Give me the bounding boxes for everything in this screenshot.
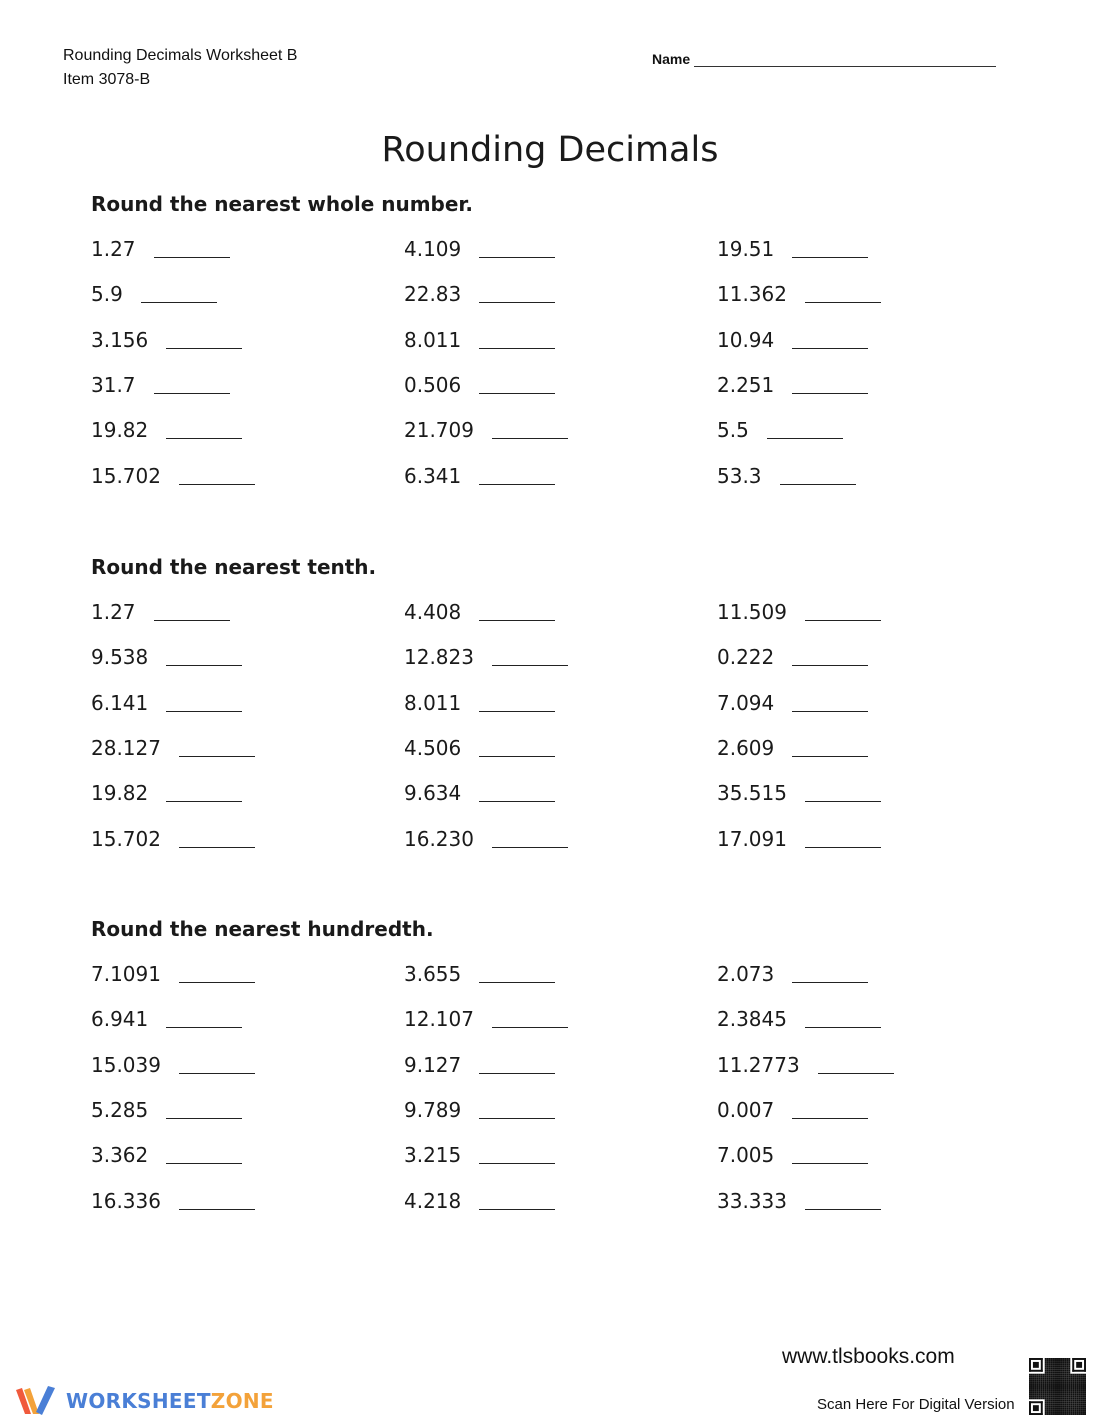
problem-number: 33.333 bbox=[717, 1189, 787, 1213]
problem-number: 9.634 bbox=[404, 781, 462, 805]
problem-item bbox=[404, 1007, 568, 1031]
answer-blank[interactable] bbox=[479, 1163, 555, 1164]
problem-number: 9.127 bbox=[404, 1053, 462, 1077]
problem-number: 2.251 bbox=[717, 373, 775, 397]
problem-number: 12.823 bbox=[404, 645, 474, 669]
problem-number: 5.5 bbox=[717, 418, 749, 442]
problem-number: 9.538 bbox=[91, 645, 149, 669]
website-url[interactable]: www.tlsbooks.com bbox=[782, 1345, 955, 1368]
problem-item bbox=[717, 827, 881, 851]
problem-number: 11.2773 bbox=[717, 1053, 800, 1077]
problem-item bbox=[717, 1053, 894, 1077]
problem-number: 5.285 bbox=[91, 1098, 149, 1122]
problem-item bbox=[91, 1098, 242, 1122]
answer-blank[interactable] bbox=[805, 302, 881, 303]
answer-blank[interactable] bbox=[179, 847, 255, 848]
problem-number: 16.336 bbox=[91, 1189, 161, 1213]
answer-blank[interactable] bbox=[166, 438, 242, 439]
problem-item bbox=[91, 962, 255, 986]
answer-blank[interactable] bbox=[479, 711, 555, 712]
answer-blank[interactable] bbox=[166, 1027, 242, 1028]
problem-number: 8.011 bbox=[404, 328, 462, 352]
problem-number: 9.789 bbox=[404, 1098, 462, 1122]
answer-blank[interactable] bbox=[479, 1209, 555, 1210]
problem-number: 22.83 bbox=[404, 282, 462, 306]
problem-item bbox=[91, 736, 255, 760]
problem-item bbox=[717, 1189, 881, 1213]
problem-number: 3.215 bbox=[404, 1143, 462, 1167]
problem-number: 2.073 bbox=[717, 962, 775, 986]
problem-item bbox=[91, 328, 242, 352]
answer-blank[interactable] bbox=[792, 982, 868, 983]
answer-blank[interactable] bbox=[492, 847, 568, 848]
problem-number: 4.506 bbox=[404, 736, 462, 760]
problem-item bbox=[404, 827, 568, 851]
answer-blank[interactable] bbox=[818, 1073, 894, 1074]
problem-item bbox=[404, 237, 555, 261]
brand-name-part-1: WORKSHEET bbox=[66, 1389, 211, 1413]
problem-item bbox=[404, 1053, 555, 1077]
problem-number: 15.702 bbox=[91, 827, 161, 851]
problem-item bbox=[404, 781, 555, 805]
problem-number: 15.039 bbox=[91, 1053, 161, 1077]
worksheet-header bbox=[63, 44, 297, 92]
answer-blank[interactable] bbox=[792, 665, 868, 666]
answer-blank[interactable] bbox=[154, 393, 230, 394]
answer-blank[interactable] bbox=[805, 801, 881, 802]
problem-item bbox=[91, 1189, 255, 1213]
answer-blank[interactable] bbox=[141, 302, 217, 303]
answer-blank[interactable] bbox=[479, 257, 555, 258]
problem-item bbox=[404, 962, 555, 986]
problem-item bbox=[91, 373, 230, 397]
problem-number: 4.408 bbox=[404, 600, 462, 624]
problem-item bbox=[404, 373, 555, 397]
answer-blank[interactable] bbox=[166, 1163, 242, 1164]
problem-item bbox=[404, 691, 555, 715]
answer-blank[interactable] bbox=[154, 620, 230, 621]
answer-blank[interactable] bbox=[479, 620, 555, 621]
problem-item bbox=[91, 1007, 242, 1031]
problem-number: 4.218 bbox=[404, 1189, 462, 1213]
problem-item bbox=[717, 1007, 881, 1031]
problem-item bbox=[404, 418, 568, 442]
answer-blank[interactable] bbox=[479, 1073, 555, 1074]
problem-number: 53.3 bbox=[717, 464, 762, 488]
answer-blank[interactable] bbox=[166, 665, 242, 666]
answer-blank[interactable] bbox=[179, 1209, 255, 1210]
problem-item bbox=[717, 1098, 868, 1122]
answer-blank[interactable] bbox=[479, 484, 555, 485]
problem-item bbox=[717, 328, 868, 352]
problem-item bbox=[404, 282, 555, 306]
problem-number: 19.82 bbox=[91, 418, 149, 442]
problem-number: 8.011 bbox=[404, 691, 462, 715]
answer-blank[interactable] bbox=[166, 801, 242, 802]
problem-number: 21.709 bbox=[404, 418, 474, 442]
answer-blank[interactable] bbox=[780, 484, 856, 485]
problem-number: 7.094 bbox=[717, 691, 775, 715]
problem-item bbox=[91, 282, 217, 306]
problem-item bbox=[404, 328, 555, 352]
answer-blank[interactable] bbox=[805, 847, 881, 848]
problem-item bbox=[717, 418, 843, 442]
answer-blank[interactable] bbox=[492, 438, 568, 439]
answer-blank[interactable] bbox=[179, 484, 255, 485]
name-label: Name bbox=[652, 51, 691, 67]
problem-number: 16.230 bbox=[404, 827, 474, 851]
problem-item bbox=[91, 237, 230, 261]
answer-blank[interactable] bbox=[792, 756, 868, 757]
problem-item bbox=[717, 645, 868, 669]
problem-item bbox=[404, 645, 568, 669]
answer-blank[interactable] bbox=[179, 1073, 255, 1074]
problem-number: 17.091 bbox=[717, 827, 787, 851]
problem-number: 1.27 bbox=[91, 237, 136, 261]
brand-name-part-2: ZONE bbox=[210, 1389, 274, 1413]
problem-item bbox=[91, 600, 230, 624]
answer-blank[interactable] bbox=[792, 348, 868, 349]
problem-number: 0.222 bbox=[717, 645, 775, 669]
answer-blank[interactable] bbox=[166, 1118, 242, 1119]
problem-item bbox=[717, 781, 881, 805]
problem-item bbox=[717, 464, 856, 488]
problem-number: 6.341 bbox=[404, 464, 462, 488]
problem-item bbox=[717, 691, 868, 715]
problem-number: 6.141 bbox=[91, 691, 149, 715]
problem-item bbox=[404, 600, 555, 624]
name-line[interactable] bbox=[694, 50, 996, 67]
problem-item bbox=[404, 1098, 555, 1122]
problem-number: 10.94 bbox=[717, 328, 775, 352]
qr-code-icon[interactable] bbox=[1029, 1358, 1086, 1415]
scan-instruction: Scan Here For Digital Version bbox=[817, 1396, 1015, 1413]
problem-item bbox=[91, 645, 242, 669]
problem-item bbox=[91, 464, 255, 488]
problem-number: 3.655 bbox=[404, 962, 462, 986]
problem-number: 5.9 bbox=[91, 282, 123, 306]
answer-blank[interactable] bbox=[479, 982, 555, 983]
answer-blank[interactable] bbox=[166, 348, 242, 349]
answer-blank[interactable] bbox=[792, 1118, 868, 1119]
problem-number: 0.506 bbox=[404, 373, 462, 397]
answer-blank[interactable] bbox=[479, 393, 555, 394]
problem-item bbox=[91, 781, 242, 805]
problem-item bbox=[717, 373, 868, 397]
problem-item bbox=[404, 1189, 555, 1213]
worksheetzone-w-icon bbox=[14, 1384, 58, 1418]
problem-number: 28.127 bbox=[91, 736, 161, 760]
problem-item bbox=[717, 962, 868, 986]
brand-name bbox=[66, 1389, 274, 1413]
answer-blank[interactable] bbox=[179, 756, 255, 757]
problem-number: 35.515 bbox=[717, 781, 787, 805]
answer-blank[interactable] bbox=[792, 711, 868, 712]
answer-blank[interactable] bbox=[805, 620, 881, 621]
answer-blank[interactable] bbox=[767, 438, 843, 439]
problem-item bbox=[91, 827, 255, 851]
problem-number: 11.362 bbox=[717, 282, 787, 306]
problem-item bbox=[91, 1143, 242, 1167]
problem-number: 7.005 bbox=[717, 1143, 775, 1167]
answer-blank[interactable] bbox=[805, 1209, 881, 1210]
answer-blank[interactable] bbox=[179, 982, 255, 983]
problem-number: 19.82 bbox=[91, 781, 149, 805]
answer-blank[interactable] bbox=[166, 711, 242, 712]
answer-blank[interactable] bbox=[479, 801, 555, 802]
answer-blank[interactable] bbox=[492, 665, 568, 666]
problem-item bbox=[404, 464, 555, 488]
problem-item bbox=[91, 1053, 255, 1077]
problem-number: 7.1091 bbox=[91, 962, 161, 986]
worksheetzone-logo[interactable] bbox=[14, 1384, 274, 1418]
problem-item bbox=[717, 237, 868, 261]
problem-number: 31.7 bbox=[91, 373, 136, 397]
problem-number: 1.27 bbox=[91, 600, 136, 624]
problem-number: 2.3845 bbox=[717, 1007, 787, 1031]
section-instruction: Round the nearest whole number. bbox=[91, 192, 474, 216]
problem-number: 0.007 bbox=[717, 1098, 775, 1122]
problem-number: 11.509 bbox=[717, 600, 787, 624]
answer-blank[interactable] bbox=[792, 257, 868, 258]
problem-item bbox=[404, 1143, 555, 1167]
problem-number: 12.107 bbox=[404, 1007, 474, 1031]
page-title: Rounding Decimals bbox=[381, 130, 719, 170]
problem-item bbox=[717, 600, 881, 624]
answer-blank[interactable] bbox=[154, 257, 230, 258]
answer-blank[interactable] bbox=[479, 1118, 555, 1119]
problem-number: 6.941 bbox=[91, 1007, 149, 1031]
problem-item bbox=[91, 418, 242, 442]
problem-number: 3.156 bbox=[91, 328, 149, 352]
name-field bbox=[652, 50, 996, 67]
problem-item bbox=[717, 1143, 868, 1167]
problem-item bbox=[404, 736, 555, 760]
problem-number: 3.362 bbox=[91, 1143, 149, 1167]
problem-number: 4.109 bbox=[404, 237, 462, 261]
problem-item bbox=[91, 691, 242, 715]
problem-number: 15.702 bbox=[91, 464, 161, 488]
worksheet-title: Rounding Decimals Worksheet B bbox=[63, 47, 298, 64]
problem-item bbox=[717, 736, 868, 760]
answer-blank[interactable] bbox=[792, 393, 868, 394]
problem-number: 19.51 bbox=[717, 237, 775, 261]
answer-blank[interactable] bbox=[805, 1027, 881, 1028]
answer-blank[interactable] bbox=[479, 348, 555, 349]
answer-blank[interactable] bbox=[479, 302, 555, 303]
answer-blank[interactable] bbox=[492, 1027, 568, 1028]
item-code: Item 3078-B bbox=[63, 71, 151, 88]
problem-number: 2.609 bbox=[717, 736, 775, 760]
problem-item bbox=[717, 282, 881, 306]
section-instruction: Round the nearest hundredth. bbox=[91, 917, 434, 941]
answer-blank[interactable] bbox=[792, 1163, 868, 1164]
answer-blank[interactable] bbox=[479, 756, 555, 757]
section-instruction: Round the nearest tenth. bbox=[91, 555, 377, 579]
